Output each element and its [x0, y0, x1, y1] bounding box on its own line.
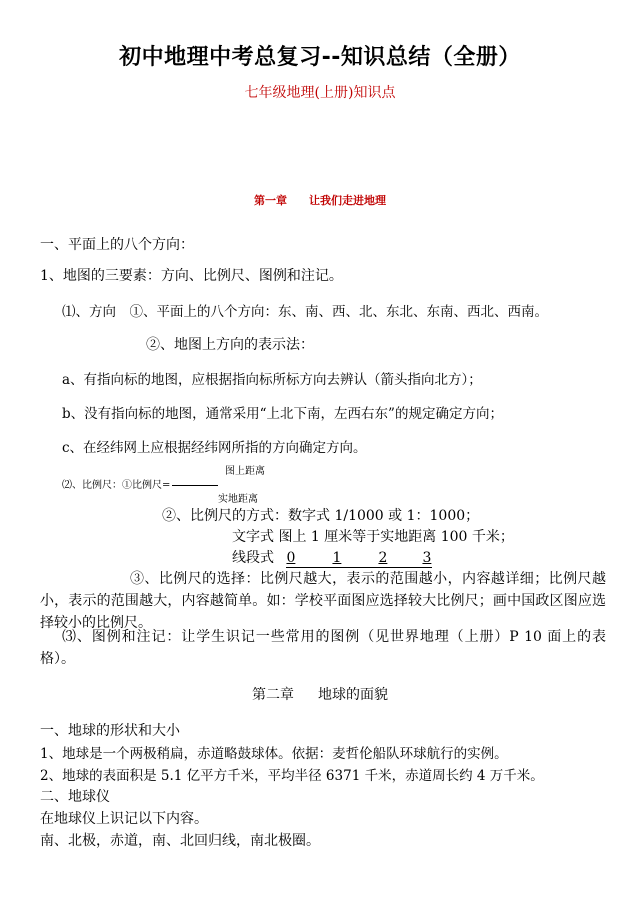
scale-denominator: 实地距离	[218, 494, 258, 505]
ch2-heading-2: 二、地球仪	[40, 789, 110, 805]
scale-line-label: 线段式	[232, 550, 274, 566]
scale-tick: 2	[378, 550, 388, 566]
scale-tick: 3	[422, 550, 432, 566]
ch2-paragraph-1: 1、地球是一个两极稍扁，赤道略鼓球体。依据：麦哲伦船队环球航行的实例。	[40, 746, 508, 762]
scale-tick: 0	[286, 550, 296, 566]
scale-line-form	[232, 547, 432, 567]
chapter-2-name: 地球的面貌	[318, 687, 388, 703]
scale-choice-paragraph: ③、比例尺的选择：比例尺越大，表示的范围越小，内容越详细；比例尺越小，表示的范围越大，内容越简单。如：学校平面图应选择较大比例尺；画中国政区图应选择较小的比例尺。	[40, 571, 606, 631]
chapter-1-label: 第一章	[254, 194, 287, 207]
scale-tick: 1	[332, 550, 342, 566]
direction-b: b、没有指向标的地图，通常采用“上北下南，左西右东”的规定确定方向；	[62, 406, 503, 422]
direction-c: c、在经纬网上应根据经纬网所指的方向确定方向。	[62, 440, 367, 456]
section-1-heading: 一、平面上的八个方向：	[40, 237, 194, 253]
scale-methods: ②、比例尺的方式：数字式 1/1000 或 1：1000；	[162, 508, 480, 524]
document-subtitle: 七年级地理(上册)知识点	[244, 85, 396, 101]
document-title: 初中地理中考总复习--知识总结（全册）	[119, 45, 521, 70]
ch2-paragraph-4: 南、北极，赤道，南、北回归线，南北极圈。	[40, 833, 320, 849]
chapter-1-heading	[0, 192, 640, 208]
section-1-item-1: 1、地图的三要素：方向、比例尺、图例和注记。	[40, 268, 343, 284]
scale-formula-prefix: ⑵、比例尺：①比例尺=	[62, 480, 171, 491]
scale-formula	[62, 476, 218, 491]
chapter-2-label: 第二章	[252, 687, 294, 703]
direction-item-1: ⑴、方向 ①、平面上的八个方向：东、南、西、北、东北、东南、西北、西南。	[62, 304, 548, 320]
direction-item-2: ②、地图上方向的表示法：	[146, 337, 314, 353]
scale-text-form: 文字式 图上 1 厘米等于实地距离 100 千米；	[232, 529, 514, 545]
chapter-2-heading	[0, 684, 640, 704]
direction-a: a、有指向标的地图，应根据指向标所标方向去辨认（箭头指向北方）；	[62, 372, 482, 388]
scale-numerator: 图上距离	[225, 466, 265, 477]
scale-line-bar	[286, 550, 432, 568]
ch2-heading-1: 一、地球的形状和大小	[40, 723, 180, 739]
chapter-1-name: 让我们走进地理	[309, 194, 386, 207]
ch2-paragraph-3: 在地球仪上识记以下内容。	[40, 811, 208, 827]
legend-note-paragraph: ⑶、图例和注记：让学生识记一些常用的图例（见世界地理（上册）P 10 面上的表格）。	[40, 629, 606, 667]
fraction-bar	[172, 485, 218, 486]
ch2-paragraph-2: 2、地球的表面积是 5.1 亿平方千米，平均半径 6371 千米，赤道周长约 4 万千米。	[40, 768, 544, 784]
